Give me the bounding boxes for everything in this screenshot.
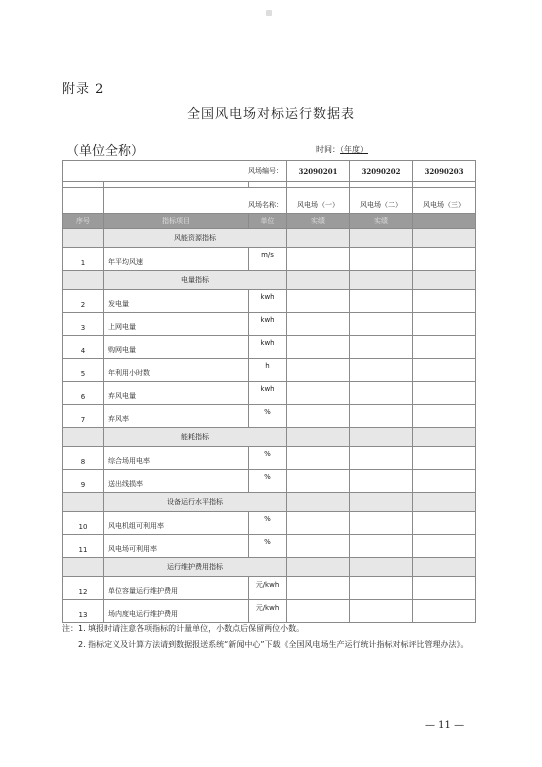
field-name: 风电场（一） bbox=[287, 188, 350, 214]
section-title: 设备运行水平指标 bbox=[104, 493, 287, 512]
row-number: 5 bbox=[63, 359, 104, 382]
value-cell[interactable] bbox=[413, 512, 476, 535]
value-cell[interactable] bbox=[413, 313, 476, 336]
column-header-value: 实绩 bbox=[350, 214, 413, 229]
section-row bbox=[63, 493, 476, 512]
row-item-name: 年利用小时数 bbox=[104, 359, 249, 382]
row-unit: % bbox=[249, 470, 287, 493]
row-item-name: 弃风电量 bbox=[104, 382, 249, 405]
row-unit: kwh bbox=[249, 382, 287, 405]
column-header-value: 实绩 bbox=[287, 214, 350, 229]
row-item-name: 风电机组可利用率 bbox=[104, 512, 249, 535]
value-cell[interactable] bbox=[287, 600, 350, 623]
row-unit: % bbox=[249, 405, 287, 428]
row-number: 12 bbox=[63, 577, 104, 600]
section-title: 风能资源指标 bbox=[104, 229, 287, 248]
code-label: 风场编号： bbox=[63, 161, 287, 182]
value-cell[interactable] bbox=[413, 600, 476, 623]
row-unit: 元/kwh bbox=[249, 600, 287, 623]
row-item-name: 送出线损率 bbox=[104, 470, 249, 493]
row-number: 6 bbox=[63, 382, 104, 405]
value-cell[interactable] bbox=[350, 290, 413, 313]
row-unit: 元/kwh bbox=[249, 577, 287, 600]
field-code: 32090203 bbox=[413, 161, 476, 182]
page-number: — 11 — bbox=[425, 720, 465, 731]
row-item-name: 发电量 bbox=[104, 290, 249, 313]
table-row bbox=[63, 447, 476, 470]
row-item-name: 弃风率 bbox=[104, 405, 249, 428]
row-unit: % bbox=[249, 512, 287, 535]
document-title: 全国风电场对标运行数据表 bbox=[186, 107, 355, 122]
row-number: 9 bbox=[63, 470, 104, 493]
data-table bbox=[62, 160, 476, 623]
value-cell[interactable] bbox=[287, 512, 350, 535]
column-header-no: 序号 bbox=[63, 214, 104, 229]
row-number: 2 bbox=[63, 290, 104, 313]
row-number: 7 bbox=[63, 405, 104, 428]
unit-name: （单位全称） bbox=[66, 144, 145, 159]
table-row bbox=[63, 313, 476, 336]
column-header-item: 指标项目 bbox=[104, 214, 249, 229]
table-row bbox=[63, 405, 476, 428]
section-row bbox=[63, 271, 476, 290]
table-row bbox=[63, 248, 476, 271]
appendix-label: 附录 2 bbox=[62, 82, 105, 97]
section-title: 运行维护费用指标 bbox=[104, 558, 287, 577]
field-code: 32090201 bbox=[287, 161, 350, 182]
code-row bbox=[63, 161, 476, 182]
value-cell[interactable] bbox=[287, 290, 350, 313]
value-cell[interactable] bbox=[413, 248, 476, 271]
column-header-row bbox=[63, 214, 476, 229]
value-cell[interactable] bbox=[287, 470, 350, 493]
value-cell[interactable] bbox=[287, 382, 350, 405]
value-cell[interactable] bbox=[287, 577, 350, 600]
column-header-value bbox=[413, 214, 476, 229]
note-1: 注：1. 填报时请注意各项指标的计量单位，小数点后保留两位小数。 bbox=[62, 624, 305, 633]
table-row bbox=[63, 512, 476, 535]
row-item-name: 购网电量 bbox=[104, 336, 249, 359]
table-row bbox=[63, 600, 476, 623]
value-cell[interactable] bbox=[287, 535, 350, 558]
row-unit: % bbox=[249, 447, 287, 470]
value-cell[interactable] bbox=[287, 359, 350, 382]
row-number: 11 bbox=[63, 535, 104, 558]
value-cell[interactable] bbox=[413, 577, 476, 600]
value-cell[interactable] bbox=[413, 447, 476, 470]
table-row bbox=[63, 382, 476, 405]
row-unit: % bbox=[249, 535, 287, 558]
notes bbox=[62, 621, 482, 653]
field-name-row bbox=[63, 188, 476, 214]
row-item-name: 场内度电运行维护费用 bbox=[104, 600, 249, 623]
value-cell[interactable] bbox=[413, 290, 476, 313]
value-cell[interactable] bbox=[350, 600, 413, 623]
value-cell[interactable] bbox=[350, 535, 413, 558]
row-unit: kwh bbox=[249, 313, 287, 336]
value-cell[interactable] bbox=[413, 336, 476, 359]
value-cell[interactable] bbox=[350, 359, 413, 382]
value-cell[interactable] bbox=[350, 313, 413, 336]
time-value: （年度） bbox=[340, 145, 368, 154]
value-cell[interactable] bbox=[350, 382, 413, 405]
row-number: 1 bbox=[63, 248, 104, 271]
row-item-name: 年平均风速 bbox=[104, 248, 249, 271]
value-cell[interactable] bbox=[350, 512, 413, 535]
field-name-label: 风场名称： bbox=[104, 188, 287, 214]
value-cell[interactable] bbox=[413, 470, 476, 493]
field-code: 32090202 bbox=[350, 161, 413, 182]
section-title: 能耗指标 bbox=[104, 428, 287, 447]
row-item-name: 单位容量运行维护费用 bbox=[104, 577, 249, 600]
value-cell[interactable] bbox=[350, 470, 413, 493]
value-cell[interactable] bbox=[350, 336, 413, 359]
value-cell[interactable] bbox=[287, 336, 350, 359]
value-cell[interactable] bbox=[350, 447, 413, 470]
row-unit: h bbox=[249, 359, 287, 382]
table-row bbox=[63, 535, 476, 558]
section-row bbox=[63, 428, 476, 447]
row-number: 8 bbox=[63, 447, 104, 470]
section-title: 电量指标 bbox=[104, 271, 287, 290]
column-header-unit: 单位 bbox=[249, 214, 287, 229]
section-row bbox=[63, 558, 476, 577]
scan-mark bbox=[266, 10, 272, 16]
value-cell[interactable] bbox=[350, 577, 413, 600]
value-cell[interactable] bbox=[287, 447, 350, 470]
table-row bbox=[63, 577, 476, 600]
row-number: 3 bbox=[63, 313, 104, 336]
time-label: 时间：（年度） bbox=[316, 145, 368, 154]
value-cell[interactable] bbox=[287, 313, 350, 336]
row-number: 13 bbox=[63, 600, 104, 623]
row-unit: m/s bbox=[249, 248, 287, 271]
value-cell[interactable] bbox=[350, 405, 413, 428]
table-row bbox=[63, 336, 476, 359]
row-item-name: 综合场用电率 bbox=[104, 447, 249, 470]
value-cell[interactable] bbox=[413, 359, 476, 382]
table-row bbox=[63, 290, 476, 313]
row-unit: kwh bbox=[249, 290, 287, 313]
value-cell[interactable] bbox=[287, 405, 350, 428]
value-cell[interactable] bbox=[413, 382, 476, 405]
table-row bbox=[63, 359, 476, 382]
value-cell[interactable] bbox=[287, 248, 350, 271]
section-row bbox=[63, 229, 476, 248]
table-row bbox=[63, 470, 476, 493]
note-2: 2. 指标定义及计算方法请到数据报送系统“新闻中心”下载《全国风电场生产运行统计指标对标评比管理办法》。 bbox=[78, 640, 469, 649]
row-unit: kwh bbox=[249, 336, 287, 359]
row-number: 4 bbox=[63, 336, 104, 359]
value-cell[interactable] bbox=[413, 405, 476, 428]
value-cell[interactable] bbox=[413, 535, 476, 558]
field-name: 风电场（二） bbox=[350, 188, 413, 214]
row-item-name: 上网电量 bbox=[104, 313, 249, 336]
row-item-name: 风电场可利用率 bbox=[104, 535, 249, 558]
row-number: 10 bbox=[63, 512, 104, 535]
field-name: 风电场（三） bbox=[413, 188, 476, 214]
value-cell[interactable] bbox=[350, 248, 413, 271]
